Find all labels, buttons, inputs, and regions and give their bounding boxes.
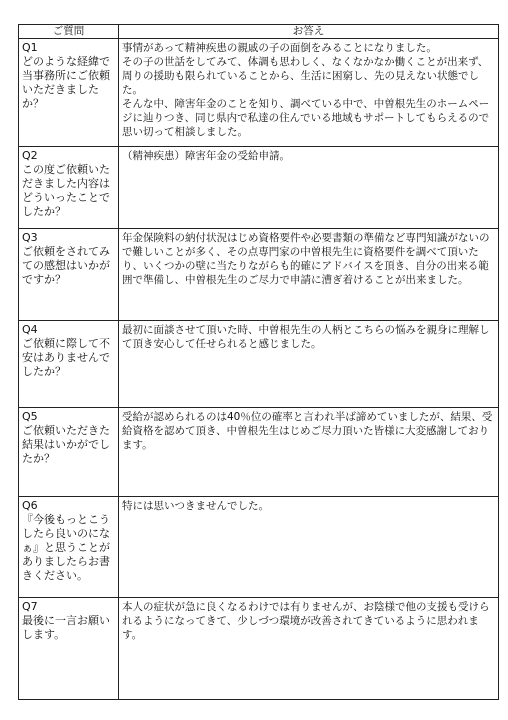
question-cell xyxy=(19,229,119,321)
answer-cell xyxy=(119,39,499,147)
table-row xyxy=(19,39,499,147)
question-text: 『今後もっとこうしたら良いのになぁ』と思うことがありましたらお書きください。 xyxy=(22,513,110,582)
question-text: 最後に一言お願いします。 xyxy=(22,614,110,641)
table-row xyxy=(19,408,499,497)
answer-text: 事情があって精神疾患の親戚の子の面倒をみることになりました。 その子の世話をしてみて、体調も思わしく、なくなかなか働くことが出来ず、周りの援助も限られていることから、生活に困窮し、先の見えない状態でした。 そんな中、障害年金のことを知り、調べている中で、中曽根先生のホームページに辿りつき、同じ県内で私達の住んでいる地域もサポートしてもらえるので思い切って相談しました。 xyxy=(122,42,490,138)
table-row xyxy=(19,598,499,700)
answer-column-header: お答え xyxy=(119,25,499,39)
answer-text: 年金保険料の納付状況はじめ資格要件や必要書類の準備など専門知識がないので難しいことが多く、その点専門家の中曽根先生に資格要件を調べて頂いたり、いくつかの壁に当たりながらも的確にアドバイスを頂き、自分の出来る範囲で準備し、中曽根先生のご尽力で申請に漕ぎ着けることが出来ました。 xyxy=(122,232,490,286)
table-header-row xyxy=(19,25,499,39)
question-text: どのような経緯で当事務所にご依頼いただきましたか？ xyxy=(22,55,110,110)
question-column-header: ご質問 xyxy=(19,25,119,39)
question-cell xyxy=(19,408,119,497)
answer-text: （精神疾患）障害年金の受給申請。 xyxy=(122,150,290,162)
answer-cell xyxy=(119,497,499,598)
question-cell xyxy=(19,598,119,700)
question-number: Q2 xyxy=(22,149,38,162)
table-row xyxy=(19,229,499,321)
answer-cell xyxy=(119,147,499,229)
answer-text: 本人の症状が急に良くなるわけでは有りませんが、お陰様で他の支援も受けられるようになってきて、少しづつ環境が改善されてきているように思われます。 xyxy=(122,601,490,641)
answer-cell xyxy=(119,598,499,700)
question-number: Q3 xyxy=(22,231,38,244)
question-cell xyxy=(19,497,119,598)
answer-text: 受給が認められるのは40％位の確率と言われ半ば諦めていましたが、結果、受給資格を認めて頂き、中曽根先生はじめご尽力頂いた皆様に大変感謝しております。 xyxy=(122,411,493,451)
question-cell xyxy=(19,147,119,229)
answer-cell xyxy=(119,321,499,408)
table-row xyxy=(19,321,499,408)
question-text: ご依頼をされてみての感想はいかがですか？ xyxy=(22,245,110,286)
question-number: Q1 xyxy=(22,41,38,54)
question-number: Q6 xyxy=(22,499,38,512)
answer-cell xyxy=(119,408,499,497)
question-cell xyxy=(19,39,119,147)
question-number: Q5 xyxy=(22,410,38,423)
question-number: Q4 xyxy=(22,323,38,336)
question-number: Q7 xyxy=(22,600,38,613)
table-row xyxy=(19,147,499,229)
answer-cell xyxy=(119,229,499,321)
question-cell xyxy=(19,321,119,408)
question-text: ご依頼いただきた結果はいかがでしたか？ xyxy=(22,424,110,465)
answer-text: 特には思いつきませんでした。 xyxy=(122,500,269,512)
question-text: ご依頼に際して不安はありませんでしたか？ xyxy=(22,337,110,378)
question-text: この度ご依頼いただきました内容はどういったことでしたか？ xyxy=(22,163,110,218)
qa-table xyxy=(18,24,499,700)
answer-text: 最初に面談させて頂いた時、中曽根先生の人柄とこちらの悩みを親身に理解して頂き安心して任せられると感じました。 xyxy=(122,324,490,350)
table-row xyxy=(19,497,499,598)
